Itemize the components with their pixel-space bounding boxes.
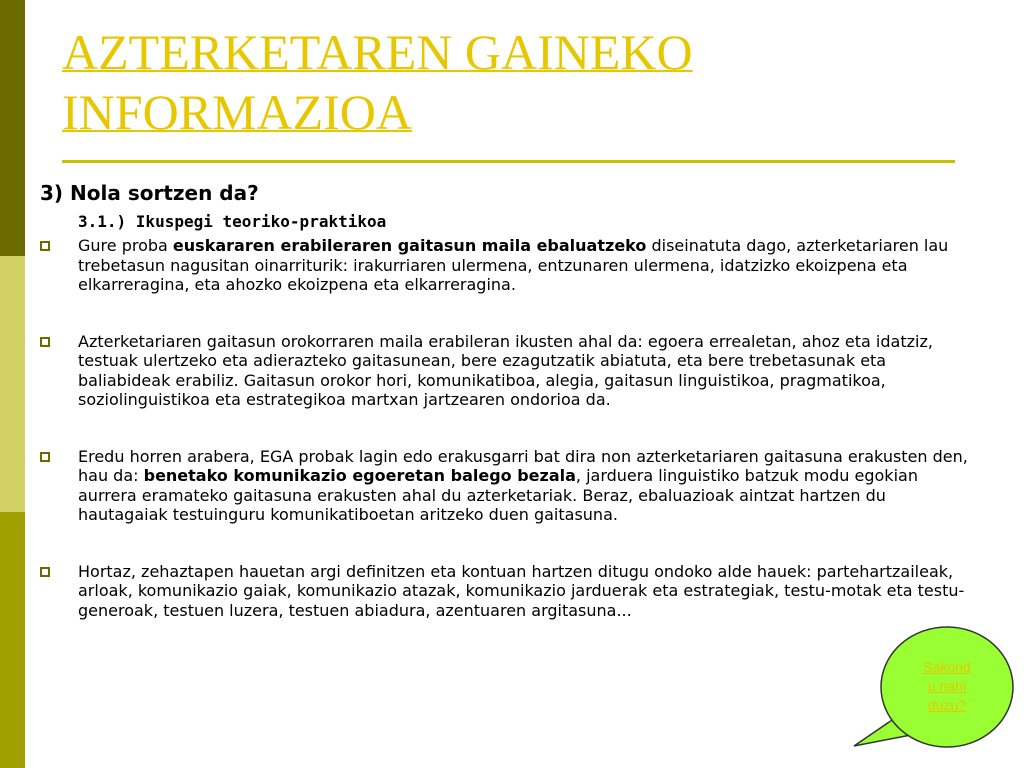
bullet-item bbox=[40, 236, 975, 295]
bullet-item bbox=[40, 447, 975, 525]
more-info-link-line1[interactable]: Sakond bbox=[923, 659, 971, 675]
more-info-link-line2[interactable]: u nahi bbox=[927, 678, 967, 694]
bullet-list bbox=[40, 236, 975, 657]
slide-title bbox=[62, 22, 962, 142]
bullet-text: Hortaz, zehaztapen hauetan argi definitzen eta kontuan hartzen ditugu ondoko alde hauek: partehartzaileak, arloak, komunikazio gaiak, komunikazio atazak, komunikazio jarduerak eta estrategiak, testu-motak eta testu-generoak, testuen luzera, testuen abiadura, azentuaren argitasuna... bbox=[78, 561, 965, 620]
square-bullet-icon bbox=[40, 241, 50, 251]
bullet-text: Gure proba bbox=[78, 236, 173, 255]
more-info-link-line3[interactable]: duzu? bbox=[927, 697, 967, 713]
side-bar-middle bbox=[0, 256, 25, 512]
title-divider bbox=[62, 160, 955, 163]
slide-title-line1: AZTERKETAREN GAINEKO bbox=[62, 24, 693, 80]
more-info-bubble[interactable] bbox=[850, 624, 1020, 754]
side-bar-bottom bbox=[0, 512, 25, 768]
bullet-text: , jarduera linguistiko batzuk modu egokian aurrera eramateko gaitasuna erakusten ahal du azterketariak. Beraz, ebaluazioak aintzat hartzen du hautagaiak testuinguru komunikatiboetan aritzeko duen gaitasuna. bbox=[78, 466, 918, 524]
bullet-bold-text: benetako komunikazio egoeretan balego bezala bbox=[143, 466, 576, 485]
slide-title-line2: INFORMAZIOA bbox=[62, 84, 412, 140]
section-heading: 3) Nola sortzen da? bbox=[40, 181, 259, 205]
section-subheading: 3.1.) Ikuspegi teoriko-praktikoa bbox=[78, 212, 387, 231]
bullet-text: Eredu horren arabera, EGA probak lagin edo erakusgarri bat dira non azterketariaren gaitasuna erakusten den, hau da: bbox=[78, 446, 968, 485]
more-info-link[interactable] bbox=[912, 658, 982, 715]
bullet-text: diseinatuta dago, azterketariaren lau trebetasun nagusitan oinarriturik: irakurriaren ulermena, entzunaren ulermena, idatzizko ekoizpena eta elkarreragina, eta ahozko ekoizpena eta elkarreragina. bbox=[78, 236, 949, 294]
square-bullet-icon bbox=[40, 337, 50, 347]
bullet-item bbox=[40, 332, 975, 410]
square-bullet-icon bbox=[40, 567, 50, 577]
side-bar-top bbox=[0, 0, 25, 256]
bullet-text: Azterketariaren gaitasun orokorraren maila erabileran ikusten ahal da: egoera errealetan, ahoz eta idatziz, testuak ulertzeko eta adierazteko gaitasunean, bere ezagutzatik abiatuta, eta bere trebetasunak eta baliabideak erabiliz. Gaitasun orokor hori, komunikatiboa, alegia, gaitasun linguistikoa, pragmatikoa, soziolinguistikoa eta estrategikoa martxan jartzearen ondorioa da. bbox=[78, 331, 933, 409]
bullet-bold-text: euskararen erabileraren gaitasun maila ebaluatzeko bbox=[172, 236, 647, 255]
square-bullet-icon bbox=[40, 452, 50, 462]
bullet-item bbox=[40, 562, 975, 621]
